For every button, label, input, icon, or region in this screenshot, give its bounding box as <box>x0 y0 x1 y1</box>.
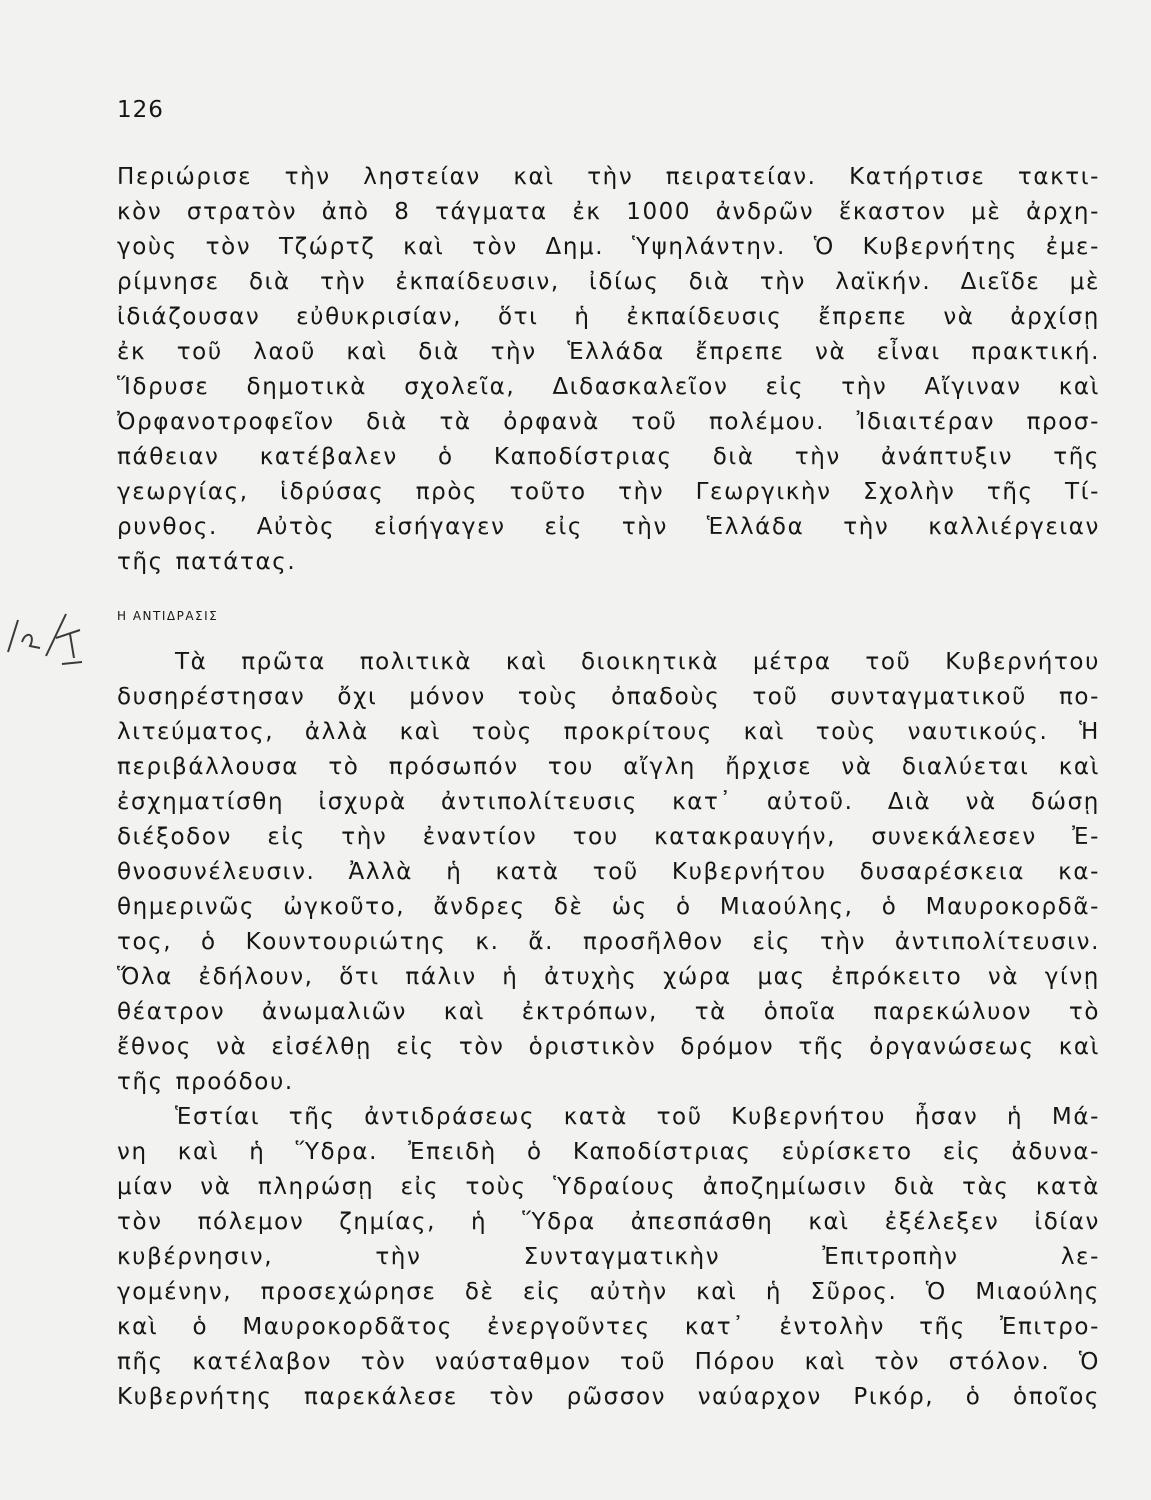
text-line: τος, ὁ Κουντουριώτης κ. ἄ. προσῆλθον εἰς τὴν ἀντιπολίτευσιν. <box>117 929 1100 955</box>
paragraph-2-3 <box>117 645 1100 1415</box>
text-line: Ἵδρυσε δημοτικὰ σχολεῖα, Διδασκαλεῖον εἰς τὴν Αἴγιναν καὶ <box>117 374 1100 400</box>
text-line: ἐσχηματίσθη ἰσχυρὰ ἀντιπολίτευσις κατ᾽ αὐτοῦ. Διὰ νὰ δώσῃ <box>117 789 1100 815</box>
page-number: 126 <box>117 97 164 123</box>
text-line: καὶ ὁ Μαυροκορδᾶτος ἐνεργοῦντες κατ᾽ ἐντολὴν τῆς Ἐπιτρο- <box>117 1314 1100 1340</box>
text-line: κυβέρνησιν, τὴν Συνταγματικὴν Ἐπιτροπὴν λε- <box>117 1244 1100 1270</box>
text-line: λιτεύματος, ἀλλὰ καὶ τοὺς προκρίτους καὶ τοὺς ναυτικούς. Ἡ <box>117 719 1100 745</box>
text-line: Ἑστίαι τῆς ἀντιδράσεως κατὰ τοῦ Κυβερνήτου ἦσαν ἡ Μά- <box>175 1104 1100 1130</box>
text-line: τὸν πόλεμον ζημίας, ἡ Ὕδρα ἀπεσπάσθη καὶ ἐξέλεξεν ἰδίαν <box>117 1209 1100 1235</box>
text-line: περιβάλλουσα τὸ πρόσωπόν του αἴγλη ἤρχισε νὰ διαλύεται καὶ <box>117 754 1100 780</box>
text-line: θημερινῶς ὠγκοῦτο, ἄνδρες δὲ ὡς ὁ Μιαούλης, ὁ Μαυροκορδᾶ- <box>117 894 1100 920</box>
section-heading: Η ΑΝΤΙΔΡΑΣΙΣ <box>117 609 219 623</box>
paragraph-1 <box>117 160 1100 580</box>
text-line: πῆς κατέλαβον τὸν ναύσταθμον τοῦ Πόρου καὶ τὸν στόλον. Ὁ <box>117 1349 1100 1375</box>
text-line: Περιώρισε τὴν ληστείαν καὶ τὴν πειρατείαν. Κατήρτισε τακτι- <box>117 164 1100 190</box>
text-line: τῆς προόδου. <box>117 1069 294 1095</box>
text-line: τῆς πατάτας. <box>117 549 297 575</box>
text-line: νη καὶ ἡ Ὕδρα. Ἐπειδὴ ὁ Καποδίστριας εὑρίσκετο εἰς ἀδυνα- <box>117 1139 1100 1165</box>
text-line: ρυνθος. Αὐτὸς εἰσήγαγεν εἰς τὴν Ἑλλάδα τὴν καλλιέργειαν <box>117 514 1100 540</box>
text-line: πάθειαν κατέβαλεν ὁ Καποδίστριας διὰ τὴν ἀνάπτυξιν τῆς <box>117 444 1100 470</box>
text-line: Ὅλα ἐδήλουν, ὅτι πάλιν ἡ ἀτυχὴς χώρα μας ἐπρόκειτο νὰ γίνῃ <box>117 964 1100 990</box>
text-line: δυσηρέστησαν ὄχι μόνον τοὺς ὀπαδοὺς τοῦ συνταγματικοῦ πο- <box>117 684 1100 710</box>
text-line: ἔθνος νὰ εἰσέλθῃ εἰς τὸν ὁριστικὸν δρόμον τῆς ὀργανώσεως καὶ <box>117 1034 1100 1060</box>
text-line: Ὀρφανοτροφεῖον διὰ τὰ ὀρφανὰ τοῦ πολέμου. Ἰδιαιτέραν προσ- <box>117 409 1100 435</box>
text-line: ἐκ τοῦ λαοῦ καὶ διὰ τὴν Ἑλλάδα ἔπρεπε νὰ εἶναι πρακτική. <box>117 339 1100 365</box>
text-line: ἰδιάζουσαν εὐθυκρισίαν, ὅτι ἡ ἐκπαίδευσις ἔπρεπε νὰ ἀρχίσῃ <box>117 304 1100 330</box>
text-line: θέατρον ἀνωμαλιῶν καὶ ἐκτρόπων, τὰ ὁποῖα παρεκώλυον τὸ <box>117 999 1100 1025</box>
text-line: ρίμνησε διὰ τὴν ἐκπαίδευσιν, ἰδίως διὰ τὴν λαϊκήν. Διεῖδε μὲ <box>117 269 1100 295</box>
text-line: γομένην, προσεχώρησε δὲ εἰς αὐτὴν καὶ ἡ Σῦρος. Ὁ Μιαούλης <box>117 1279 1100 1305</box>
text-line: γεωργίας, ἱδρύσας πρὸς τοῦτο τὴν Γεωργικὴν Σχολὴν τῆς Τί- <box>117 479 1100 505</box>
text-line: γοὺς τὸν Τζώρτζ καὶ τὸν Δημ. Ὑψηλάντην. Ὁ Κυβερνήτης ἐμε- <box>117 234 1100 260</box>
text-line: θνοσυνέλευσιν. Ἀλλὰ ἡ κατὰ τοῦ Κυβερνήτου δυσαρέσκεια κα- <box>117 859 1100 885</box>
handwritten-margin-note <box>0 612 110 668</box>
text-line: μίαν νὰ πληρώσῃ εἰς τοὺς Ὑδραίους ἀποζημίωσιν διὰ τὰς κατὰ <box>117 1174 1100 1200</box>
text-line: διέξοδον εἰς τὴν ἐναντίον του κατακραυγήν, συνεκάλεσεν Ἐ- <box>117 824 1100 850</box>
text-line: κὸν στρατὸν ἀπὸ 8 τάγματα ἐκ 1000 ἀνδρῶν ἕκαστον μὲ ἀρχη- <box>117 199 1100 225</box>
text-line: Τὰ πρῶτα πολιτικὰ καὶ διοικητικὰ μέτρα τοῦ Κυβερνήτου <box>175 649 1100 675</box>
text-line: Κυβερνήτης παρεκάλεσε τὸν ρῶσσον ναύαρχον Ρικόρ, ὁ ὁποῖος <box>117 1384 1100 1410</box>
